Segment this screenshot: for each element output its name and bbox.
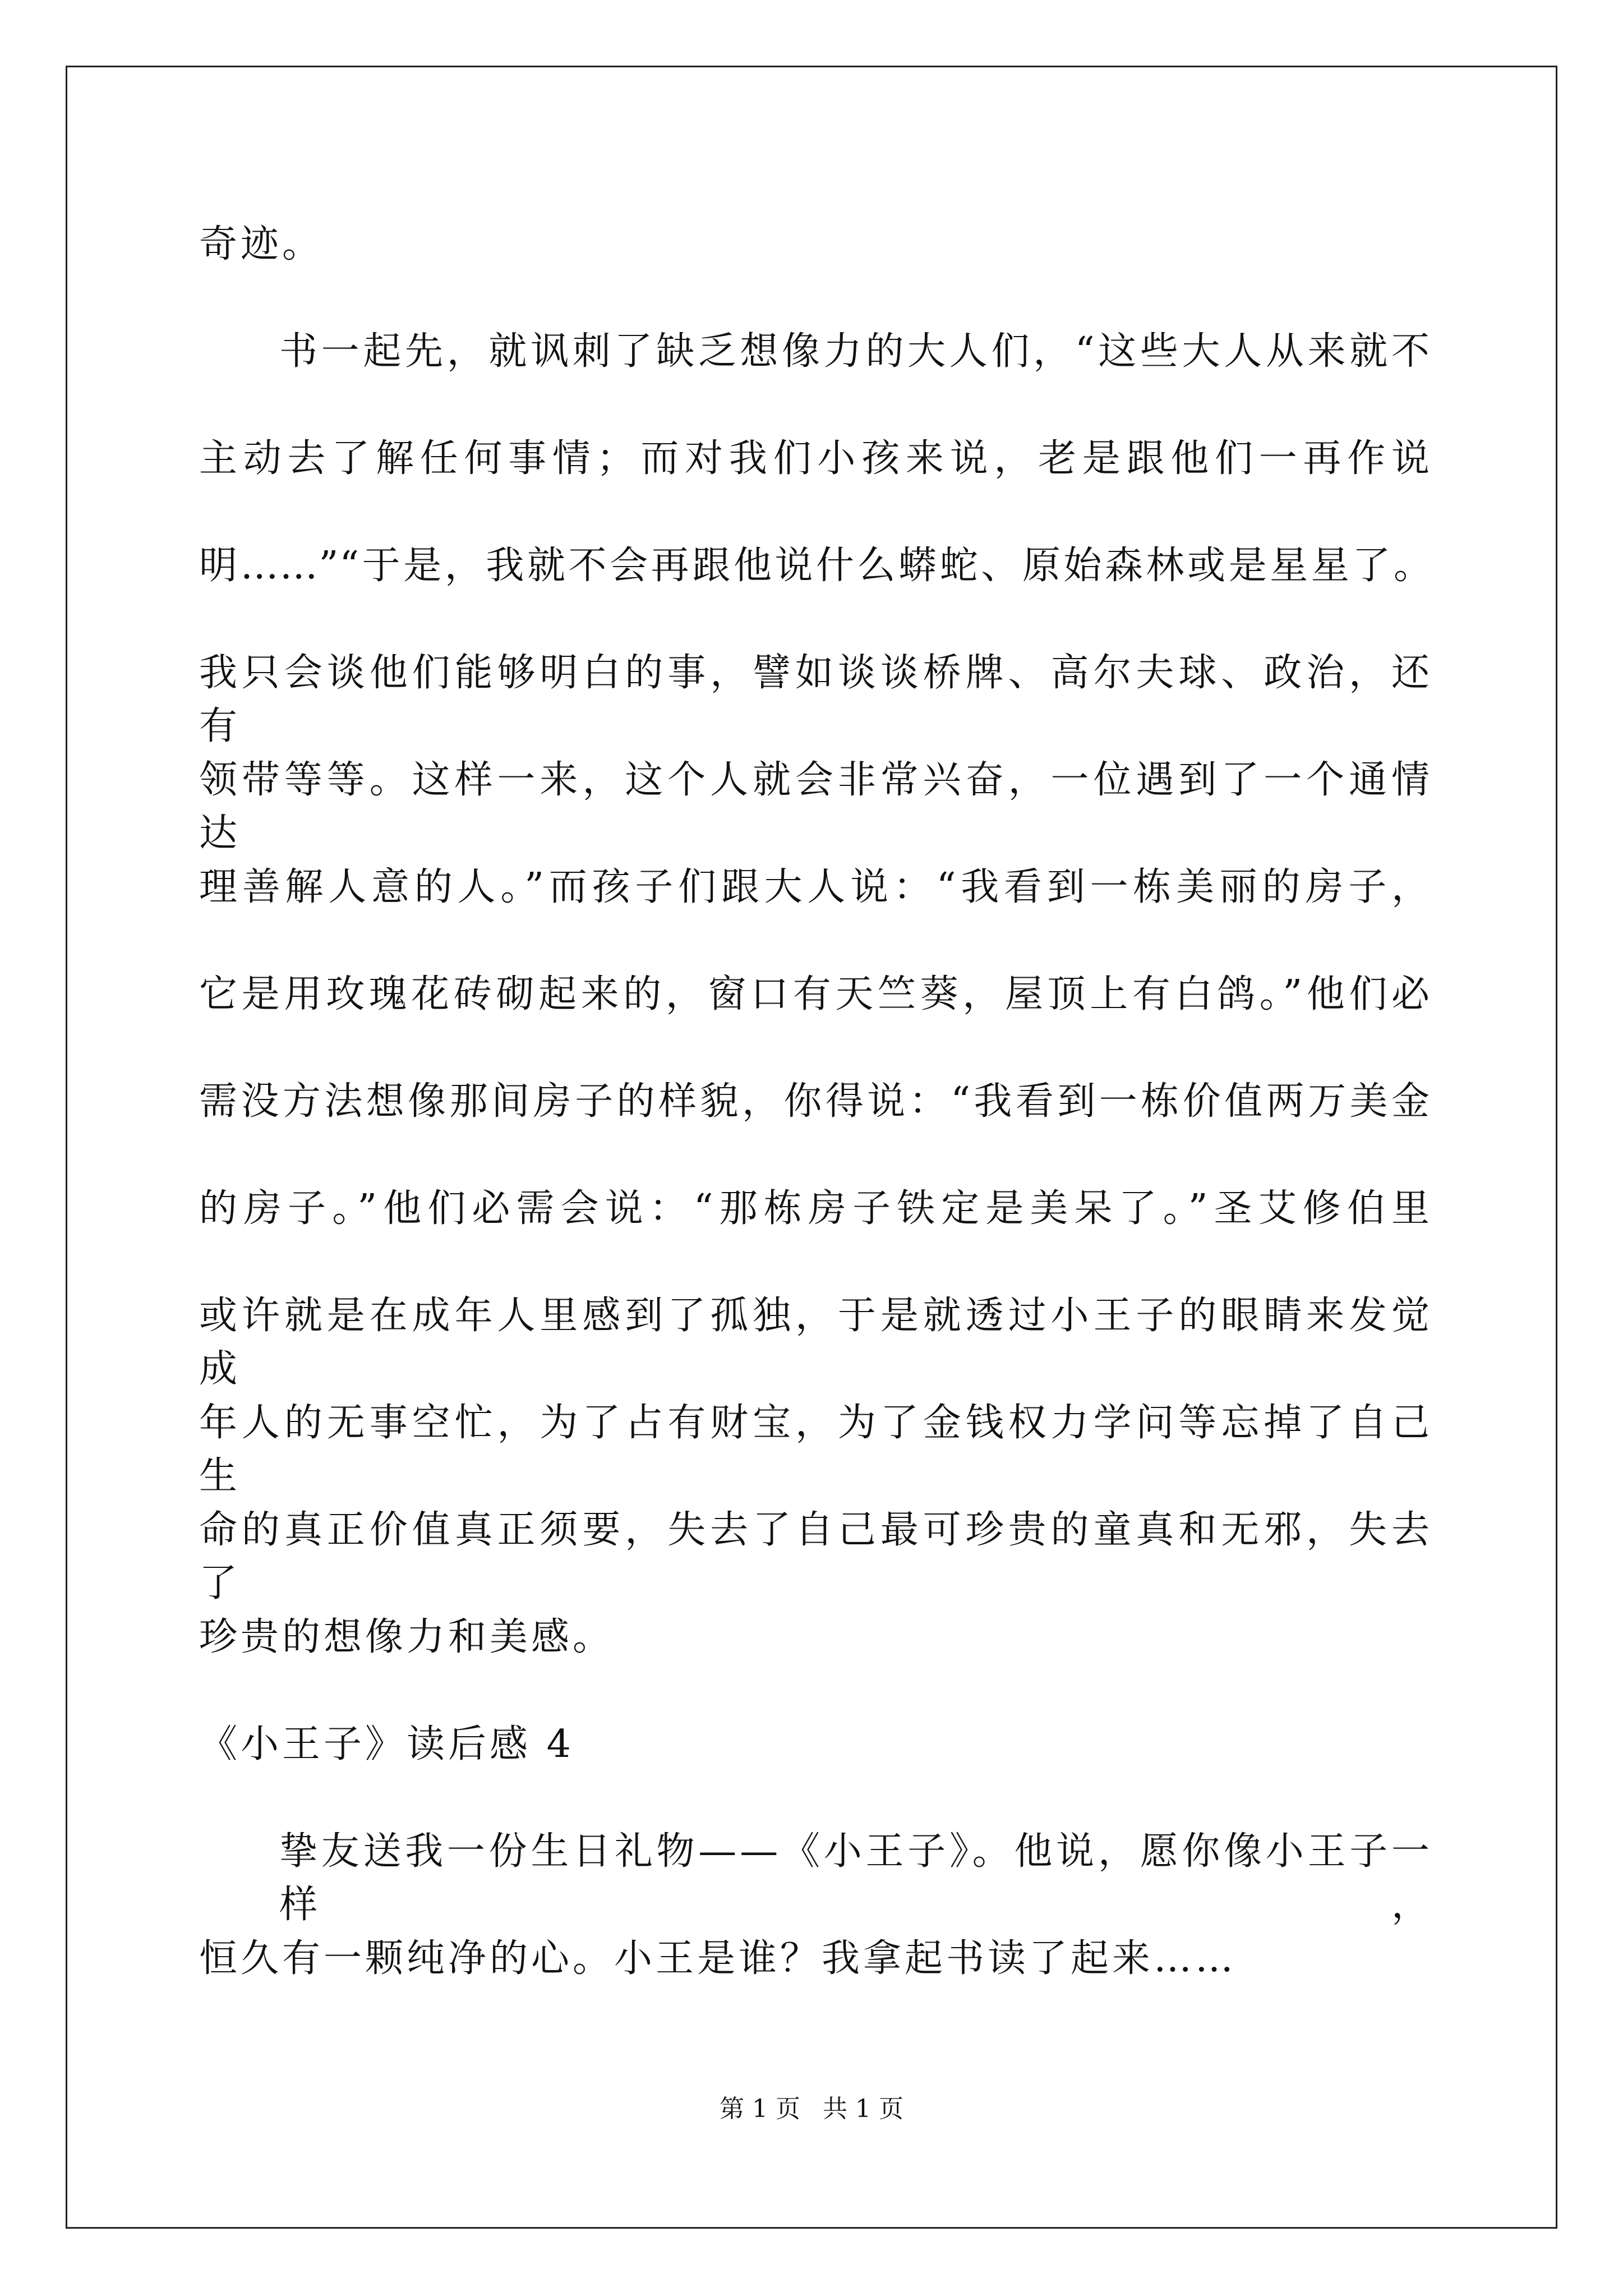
paragraph-line: 明……”“于是，我就不会再跟他说什么蟒蛇、原始森林或是星星了。	[199, 544, 1433, 588]
page-footer	[0, 2092, 1623, 2126]
paragraph-line: 或许就是在成年人里感到了孤独，于是就透过小王子的眼睛来发觉成	[199, 1294, 1433, 1391]
paragraph-line: 它是用玫瑰花砖砌起来的，窗口有天竺葵，屋顶上有白鸽。”他们必	[199, 972, 1433, 1016]
paragraph-line: 理善解人意的人。”而孩子们跟大人说：“我看到一栋美丽的房子，	[199, 865, 1433, 909]
paragraph-line: 奇迹。	[199, 222, 324, 266]
paragraph-line: 主动去了解任何事情；而对我们小孩来说，老是跟他们一再作说	[199, 436, 1433, 481]
paragraph-line: 珍贵的想像力和美感。	[199, 1615, 615, 1659]
paragraph-line: 的房子。”他们必需会说：“那栋房子铁定是美呆了。”圣艾修伯里	[199, 1186, 1433, 1231]
paragraph-line: 年人的无事空忙，为了占有财宝，为了金钱权力学问等忘掉了自己生	[199, 1401, 1433, 1498]
document-body	[199, 218, 1433, 2039]
paragraph-line: 我只会谈他们能够明白的事，譬如谈谈桥牌、高尔夫球、政治，还有	[199, 651, 1433, 748]
paragraph-line: 领带等等。这样一来，这个人就会非常兴奋，一位遇到了一个通情达	[199, 758, 1433, 855]
paragraph-line: 恒久有一颗纯净的心。小王是谁？我拿起书读了起来……	[199, 1936, 1237, 1981]
paragraph-line: 命的真正价值真正须要，失去了自己最可珍贵的童真和无邪，失去了	[199, 1508, 1433, 1605]
paragraph-line: 挚友送我一份生日礼物——《小王子》。他说，愿你像小王子一样，	[279, 1829, 1433, 1927]
page-number: 第 1 页	[720, 2095, 800, 2123]
section-heading: 《小王子》读后感 4	[199, 1722, 574, 1766]
paragraph-line: 需没方法想像那间房子的样貌，你得说：“我看到一栋价值两万美金	[199, 1079, 1433, 1124]
page-total: 共 1 页	[823, 2095, 903, 2123]
paragraph-line: 书一起先，就讽刺了缺乏想像力的大人们，“这些大人从来就不	[279, 329, 1433, 374]
